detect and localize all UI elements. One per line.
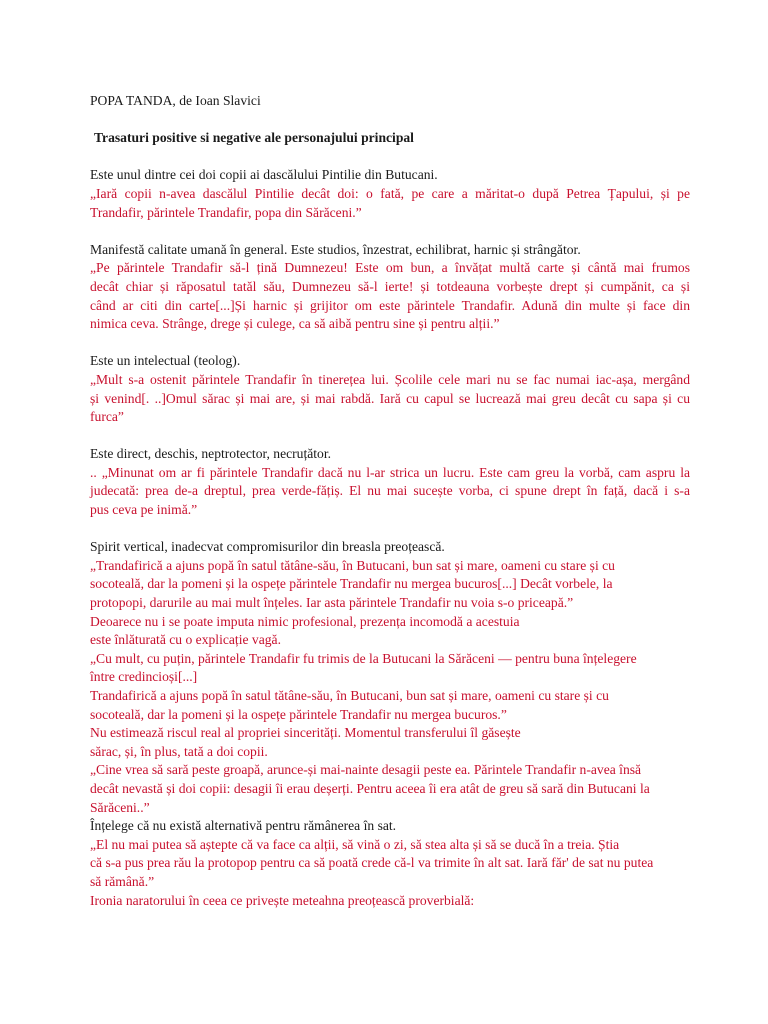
quote-line: decât nevastă și doi copii: desagii îi erau deșerți. Pentru aceea îi era atât de greu să sară din Butucani la	[90, 780, 650, 796]
quote-line: sărac, și, în plus, tată a doi copii.	[90, 743, 268, 759]
quote-line: socoteală, dar la pomeni și la ospețe părintele Trandafir nu mergea bucuros.”	[90, 706, 507, 722]
document-body	[90, 92, 690, 910]
section-intro: Manifestă calitate umană în general. Este studios, înzestrat, echilibrat, harnic și strângător.	[90, 241, 581, 257]
quote-line: „Cine vrea să sară peste groapă, arunce-și mai-nainte desagii peste ea. Părintele Trandafir n-avea însă	[90, 762, 642, 778]
quote-line: decât chiar și răposatul tatăl său, Dumnezeu să-l ierte! și totdeauna vorbește drept și cumpănit, ca și	[90, 278, 690, 294]
document-title: POPA TANDA, de Ioan Slavici	[90, 93, 261, 108]
sections-container	[90, 166, 690, 538]
section-intro: Este un intelectual (teolog).	[90, 353, 241, 369]
quote-line: Trandafir, părintele Trandafir, popa din Sărăceni.”	[90, 204, 362, 220]
quote-line: să rămână.”	[90, 873, 155, 889]
document-subtitle: Trasaturi positive si negative ale personajului principal	[94, 130, 414, 146]
quote-line: .. „Minunat om ar fi părintele Trandafir dacă nu l-ar strica un lucru. Este cam greu la vorbă, cam aspru la	[90, 464, 690, 480]
quote-line: judecată: prea de-a dreptul, prea verde-fățiș. El nu mai sucește vorba, ci spune drept în față, dacă i s-a	[90, 483, 690, 499]
quote-line: Ironia naratorului în ceea ce privește meteahna preoțească proverbială:	[90, 892, 475, 908]
spacer	[90, 427, 690, 446]
quote-line: între credincioși[...]	[90, 669, 198, 685]
quote-line: „El nu mai putea să aștepte că va face ca alții, să vină o zi, să stea alta și să se ducă în a treia. Știa	[90, 836, 620, 852]
section-intro: Este direct, deschis, neptrotector, necruțător.	[90, 446, 332, 462]
quote-line: socoteală, dar la pomeni și la ospețe părintele Trandafir nu mergea bucuros[...] Decât vorbele, la	[90, 576, 613, 592]
quote-line: „Pe părintele Trandafir să-l țină Dumnezeu! Este om bun, a învățat multă carte și cântă mai frumos	[90, 260, 690, 276]
quote-line: „Mult s-a ostenit părintele Trandafir în tinerețea lui. Școlile cele mari nu se fac numai iac-așa, mergând	[90, 371, 690, 387]
quote-line: Sărăceni..”	[90, 799, 150, 815]
quote-line: că s-a pus prea rău la protopop pentru ca să poată crede că-l va trimite în alt sat. Iară făr' de sat nu putea	[90, 855, 654, 871]
quote-line: Trandafirică a ajuns popă în satul tătâne-său, în Butucani, bun sat și mare, oameni cu stare și cu	[90, 688, 609, 703]
quote-line: „Cu mult, cu puțin, părintele Trandafir fu trimis de la Butucani la Sărăceni — pentru buna înțelegere	[90, 650, 637, 666]
quote-line: Nu estimează riscul real al propriei sincerități. Momentul transferului îl găsește	[90, 725, 521, 741]
quote-line: protopopi, darurile au mai mult înțeles. Iar asta părintele Trandafir nu voia s-o priceapă.”	[90, 595, 574, 611]
spacer	[90, 334, 690, 353]
section-intro: Spirit vertical, inadecvat compromisurilor din breasla preoțească.	[90, 539, 445, 555]
section-intro: Este unul dintre cei doi copii ai dascălului Pintilie din Butucani.	[90, 167, 438, 183]
quote-line: „Iară copii n-avea dascălul Pintilie decât doi: o fată, pe care a măritat-o după Petrea Țapului, și pe	[90, 185, 690, 201]
quote-line: furca”	[90, 409, 124, 425]
last-section	[90, 538, 690, 910]
spacer	[90, 222, 690, 241]
quote-line: Deoarece nu i se poate imputa nimic profesional, prezența incomodă a acestuia	[90, 613, 520, 629]
spacer	[90, 520, 690, 539]
quote-line: pus ceva pe inimă.”	[90, 502, 198, 518]
quote-line: și venind[. ..]Omul sărac și mai are, și mai rabdă. Iară cu capul se lucrează mai greu decât cu sapa și cu	[90, 390, 690, 406]
spacer	[90, 111, 690, 130]
body-line: Înțelege că nu există alternativă pentru rămânerea în sat.	[90, 818, 397, 834]
quote-line: este înlăturată cu o explicație vagă.	[90, 632, 281, 648]
quote-line: când ar citi din carte[...]Și harnic și grijitor om este părintele Trandafir. Adună din multe și face din	[90, 297, 690, 313]
quote-line: nimica ceva. Strânge, drege și culege, ca să aibă pentru sine și pentru alții.”	[90, 316, 500, 332]
quote-line: „Trandafirică a ajuns popă în satul tătâne-său, în Butucani, bun sat și mare, oameni cu stare și cu	[90, 557, 615, 573]
spacer	[90, 148, 690, 167]
